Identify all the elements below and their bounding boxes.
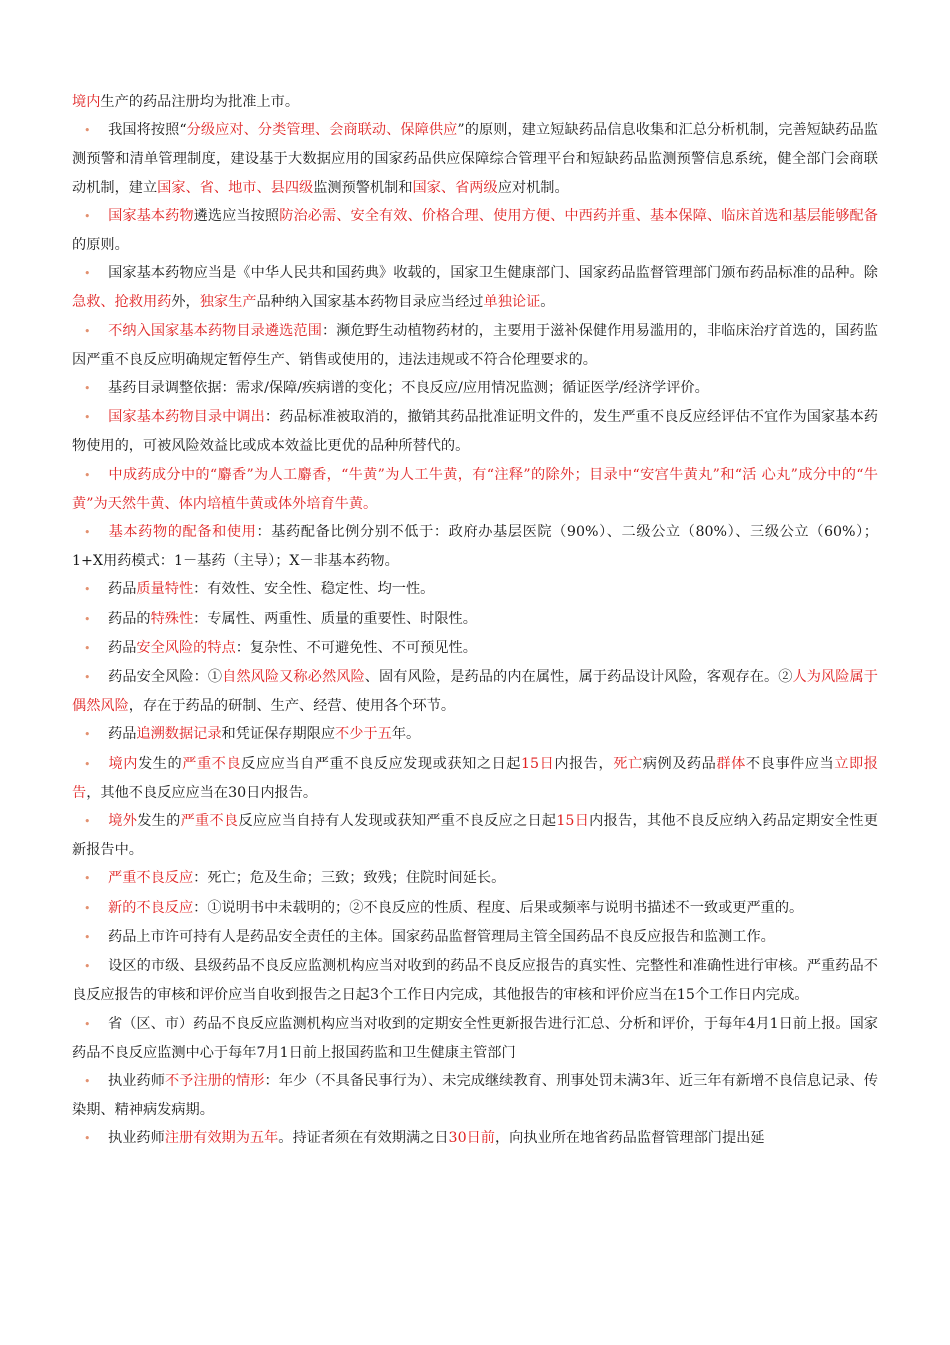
body-text: 发生的 (138, 755, 183, 772)
body-text: 执业药师 (108, 1072, 165, 1089)
highlighted-text: 质量特性 (136, 581, 194, 598)
highlighted-text: 安全风险的特点 (136, 639, 236, 656)
body-text: 药品安全风险：① (108, 669, 223, 686)
bullet-paragraph: • 新的不良反应：①说明书中未载明的；②不良反应的性质、程度、后果或频率与说明书描述不一致或更严重的。 (84, 899, 804, 916)
body-text: 和凭证保存期限应 (221, 726, 336, 743)
highlighted-text: 群体 (716, 755, 746, 772)
highlighted-text: 立即报告 (72, 755, 878, 801)
body-text: 设区的市级、县级药品不良反应监测机构应当对收到的药品不良反应报告的真实性、完整性和准确性进行审核。严重药品不良反应报告的审核和评价应当自收到报告之日起3个工作日内完成，其他报告的审核和评价应当在15个工作日内完成。 (72, 958, 878, 1004)
body-text: 执业药师 (108, 1130, 165, 1147)
body-text: ，向执业所在地省药品监督管理部门提出延 (494, 1130, 765, 1147)
bullet-paragraph: • 严重不良反应：死亡；危及生命；三致；致残；住院时间延长。 (84, 870, 506, 887)
highlighted-text: 15日 (556, 813, 590, 830)
bullet-paragraph: • 执业药师注册有效期为五年。持证者须在有效期满之日30日前，向执业所在地省药品监督管理部门提出延 (84, 1130, 765, 1147)
body-text: 国家基本药物应当是《中华人民共和国药典》收载的，国家卫生健康部门、国家药品监督管理部门颁布药品标准的品种。除 (108, 265, 878, 282)
bullet-paragraph: • 国家基本药物遴选应当按照防治必需、安全有效、价格合理、使用方便、中西药并重、基本保障、临床首选和基层能够配备的原则。 (72, 207, 878, 254)
bullet-paragraph: • 不纳入国家基本药物目录遴选范围：濒危野生动植物药材的，主要用于滋补保健作用易滥用的，非临床治疗首选的，国药监因严重不良反应明确规定暂停生产、销售或使用的，违法违规或不符合伦理要求的。 (72, 322, 878, 368)
body-text: 省（区、市）药品不良反应监测机构应当对收到的定期安全性更新报告进行汇总、分析和评价，于每年4月1日前上报。国家药品不良反应监测中心于每年7月1日前上报国药监和卫生健康主管部门 (72, 1015, 878, 1061)
body-text: 品种纳入国家基本药物目录应当经过 (256, 294, 484, 311)
body-text: 病例及药品 (642, 755, 717, 772)
body-text: 药品 (108, 581, 137, 598)
highlighted-text: 不予注册的情形 (164, 1072, 265, 1089)
highlighted-text: 单独论证 (483, 294, 541, 311)
bullet-paragraph: • 境外发生的严重不良反应应当自持有人发现或获知严重不良反应之日起15日内报告，其他不良反应纳入药品定期安全性更新报告中。 (72, 813, 878, 859)
body-text: 药品 (108, 639, 137, 656)
body-text: 年。 (391, 726, 421, 743)
highlighted-text: 追溯数据记录 (136, 726, 222, 743)
highlighted-text: 境内 (72, 94, 101, 110)
body-text: 反应应当自持有人发现或获知严重不良反应之日起 (238, 813, 557, 830)
bullet-paragraph: • 药品质量特性：有效性、安全性、稳定性、均一性。 (84, 581, 435, 598)
body-text: ：死亡；危及生命；三致；致残；住院时间延长。 (193, 870, 506, 887)
body-text: ：濒危野生动植物药材的，主要用于滋补保健作用易滥用的，非临床治疗首选的，国药监因严重不良反应明确规定暂停生产、销售或使用的，违法违规或不符合伦理要求的。 (72, 322, 878, 368)
bullet-paragraph: • 省（区、市）药品不良反应监测机构应当对收到的定期安全性更新报告进行汇总、分析和评价，于每年4月1日前上报。国家药品不良反应监测中心于每年7月1日前上报国药监和卫生健康主管部门 (72, 1015, 878, 1061)
body-text: 的原则。 (72, 237, 129, 254)
body-text: ，其他不良反应应当在30日内报告。 (86, 784, 318, 801)
body-text: 监测预警机制和 (313, 179, 413, 196)
body-text: 内报告，其他不良反应纳入药品定期安全性更新报告中。 (72, 813, 878, 859)
body-text: 应对机制。 (497, 179, 569, 196)
highlighted-text: 自然风险又称必然风险 (222, 669, 365, 686)
highlighted-text: 特殊性 (150, 610, 194, 627)
highlighted-text: 严重不良 (182, 755, 242, 772)
body-text: 外， (171, 294, 200, 311)
highlighted-text: 注册有效期为五年 (164, 1130, 279, 1147)
body-text: 。持证者须在有效期满之日 (278, 1130, 449, 1147)
bullet-paragraph: • 设区的市级、县级药品不良反应监测机构应当对收到的药品不良反应报告的真实性、完整性和准确性进行审核。严重药品不良反应报告的审核和评价应当自收到报告之日起3个工作日内完成，其他报告的审核和评价应当在15个工作日内完成。 (72, 958, 878, 1004)
highlighted-text: 急救、抢救用药 (72, 294, 172, 311)
highlighted-text: 30日前 (448, 1130, 495, 1147)
bullet-paragraph: • 药品安全风险：①自然风险又称必然风险、固有风险，是药品的内在属性，属于药品设计风险，客观存在。②人为风险属于偶然风险，存在于药品的研制、生产、经营、使用各个环节。 (72, 669, 878, 715)
body-text: 基药目录调整依据：需求/保障/疾病谱的变化；不良反应/应用情况监测；循证医学/经济学评价。 (108, 380, 709, 397)
highlighted-text: 独家生产 (199, 294, 257, 311)
highlighted-text: 严重不良 (180, 813, 239, 830)
body-text: 我国将按照“ (108, 122, 187, 139)
body-text: 遴选应当按照 (193, 207, 280, 224)
body-text: 药品 (108, 726, 137, 743)
body-text: ：有效性、安全性、稳定性、均一性。 (193, 581, 435, 598)
bullet-paragraph: • 中成药成分中的“麝香”为人工麝香，“牛黄”为人工牛黄，有“注释”的除外；目录中“安宫牛黄丸”和“活 心丸”成分中的“牛黄”为天然牛黄、体内培植牛黄或体外培育牛黄。 (72, 466, 878, 512)
body-text: 不良事件应当 (745, 755, 835, 772)
bullet-paragraph: • 国家基本药物目录中调出：药品标准被取消的，撤销其药品批准证明文件的，发生严重不良反应经评估不宜作为国家基本药物使用的，可被风险效益比或成本效益比更优的品种所替代的。 (72, 409, 878, 455)
highlighted-text: 国家基本药物 (108, 207, 194, 224)
highlighted-text: 死亡 (613, 755, 643, 772)
highlighted-text: 中成药成分中的“麝香”为人工麝香，“牛黄”为人工牛黄，有“注释”的除外；目录中“安宫牛黄丸”和“活 心丸”成分中的“牛黄”为天然牛黄、体内培植牛黄或体外培育牛黄。 (72, 466, 878, 512)
body-text: ：药品标准被取消的，撤销其药品批准证明文件的，发生严重不良反应经评估不宜作为国家基本药物使用的，可被风险效益比或成本效益比更优的品种所替代的。 (72, 409, 878, 455)
body-text: ：专属性、两重性、质量的重要性、时限性。 (193, 610, 477, 627)
body-text: 生产的药品注册均为批准上市。 (100, 94, 300, 110)
bullet-paragraph: • 药品上市许可持有人是药品安全责任的主体。国家药品监督管理局主管全国药品不良反应报告和监测工作。 (84, 928, 775, 945)
bullet-paragraph: • 基本药物的配备和使用：基药配备比例分别不低于：政府办基层医院（90%）、二级公立（80%）、三级公立（60%）；1+X用药模式：1－基药（主导）；X－非基本药物。 (72, 524, 878, 570)
body-text: ：复杂性、不可避免性、不可预见性。 (235, 639, 477, 656)
bullet-paragraph: • 药品安全风险的特点：复杂性、不可避免性、不可预见性。 (84, 639, 477, 656)
bullet-paragraph: • 执业药师不予注册的情形：年少（不具备民事行为）、未完成继续教育、刑事处罚未满3年、近三年有新增不良信息记录、传染期、精神病发病期。 (72, 1072, 878, 1119)
highlighted-text: 国家基本药物目录中调出 (108, 409, 265, 426)
highlighted-text: 新的不良反应 (108, 899, 194, 916)
bullet-paragraph: • 基药目录调整依据：需求/保障/疾病谱的变化；不良反应/应用情况监测；循证医学/经济学评价。 (84, 380, 709, 397)
highlighted-text: 基本药物的配备和使用 (108, 524, 257, 541)
bullet-paragraph: • 境内发生的严重不良反应应当自严重不良反应发现或获知之日起15日内报告，死亡病例及药品群体不良事件应当立即报告，其他不良反应应当在30日内报告。 (72, 755, 878, 801)
highlighted-text: 分级应对、分类管理、会商联动、保障供应 (186, 122, 458, 139)
highlighted-text: 不少于五 (335, 726, 392, 743)
bullet-paragraph: • 药品追溯数据记录和凭证保存期限应不少于五年。 (84, 726, 421, 743)
body-text: 。 (540, 294, 555, 311)
bullet-paragraph: • 国家基本药物应当是《中华人民共和国药典》收载的，国家卫生健康部门、国家药品监督管理部门颁布药品标准的品种。除急救、抢救用药外，独家生产品种纳入国家基本药物目录应当经过单独论证。 (72, 265, 878, 311)
highlighted-text: 境内 (108, 755, 139, 772)
highlighted-text: 严重不良反应 (108, 870, 194, 887)
body-text: 发生的 (137, 813, 181, 830)
highlighted-text: 国家、省两级 (412, 179, 498, 196)
highlighted-text: 防治必需、安全有效、价格合理、使用方便、中西药并重、基本保障、临床首选和基层能够配备 (279, 207, 878, 224)
body-text: 药品上市许可持有人是药品安全责任的主体。国家药品监督管理局主管全国药品不良反应报告和监测工作。 (108, 928, 775, 945)
highlighted-text: 人为风险属于偶然风险 (72, 669, 878, 715)
body-text: ”的原则，建立短缺药品信息收集和汇总分析机制，完善短缺药品监测预警和清单管理制度，建设基于大数据应用的国家药品供应保障综合管理平台和短缺药品监测预警信息系统，健全部门会商联动机制，建立 (72, 122, 878, 196)
body-text: 反应应当自严重不良反应发现或获知之日起 (241, 755, 522, 772)
bullet-paragraph: • 药品的特殊性：专属性、两重性、质量的重要性、时限性。 (84, 610, 477, 627)
body-text: ：年少（不具备民事行为）、未完成继续教育、刑事处罚未满3年、近三年有新增不良信息记录、传染期、精神病发病期。 (72, 1072, 878, 1119)
highlighted-text: 国家、省、地市、县四级 (157, 179, 314, 196)
highlighted-text: 不纳入国家基本药物目录遴选范围 (108, 322, 322, 339)
body-text: ，存在于药品的研制、生产、经营、使用各个环节。 (128, 698, 456, 715)
body-text: 药品的 (108, 610, 151, 627)
body-text: ：①说明书中未载明的；②不良反应的性质、程度、后果或频率与说明书描述不一致或更严重的。 (193, 899, 804, 916)
continuation-paragraph (72, 88, 878, 116)
body-text: 、固有风险，是药品的内在属性，属于药品设计风险，客观存在。② (364, 669, 793, 686)
body-text: ：基药配备比例分别不低于：政府办基层医院（90%）、二级公立（80%）、三级公立（60%）；1+X用药模式：1－基药（主导）；X－非基本药物。 (72, 524, 878, 570)
highlighted-text: 15日 (521, 755, 555, 772)
body-text: 内报告， (554, 755, 614, 772)
highlighted-text: 境外 (108, 813, 138, 830)
bullet-paragraph: • 我国将按照“分级应对、分类管理、会商联动、保障供应”的原则，建立短缺药品信息收集和汇总分析机制，完善短缺药品监测预警和清单管理制度，建设基于大数据应用的国家药品供应保障综合管理平台和短缺药品监测预警信息系统，健全部门会商联动机制，建立国家、省、地市、县四级监测预警机制和国家、省两级应对机制。 (72, 122, 878, 196)
